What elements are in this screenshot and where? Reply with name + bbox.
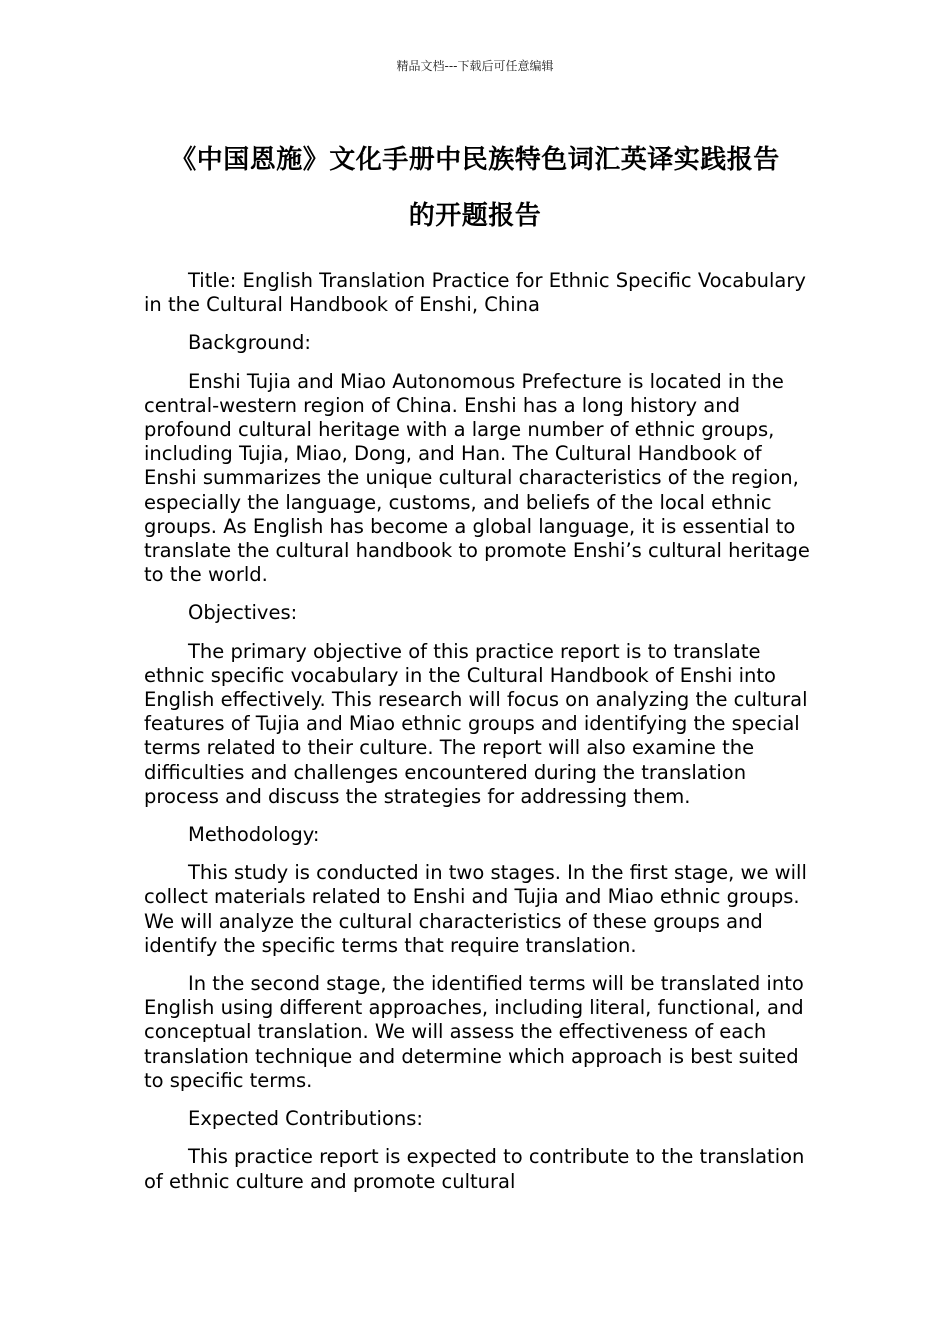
- paragraph-objectives: The primary objective of this practice report is to translate ethnic specific vocabulary in the Cultural Handbook of Enshi into English effectively. This research will focus on analyzing the cultural features of Tujia and Miao ethnic groups and identifying the special terms related to their culture. The report will also examine the difficulties and challenges encountered during the translation process and discuss the strategies for addressing them.: [144, 639, 808, 808]
- paragraph-title: Title: English Translation Practice for Ethnic Specific Vocabulary in the Cultural Handbook of Enshi, China: [144, 269, 806, 317]
- document-body: [144, 269, 812, 1208]
- document-title: [120, 132, 830, 244]
- title-line-1: 《中国恩施》文化手册中民族特色词汇英译实践报告: [170, 145, 780, 175]
- paragraph-methodology-stage-2: In the second stage, the identified terms will be translated into English using different approaches, including literal, functional, and conceptual translation. We will assess the effectiveness of each translation technique and determine which approach is best suited to specific terms.: [144, 972, 804, 1092]
- heading-expected-contributions: Expected Contributions:: [188, 1107, 423, 1131]
- heading-methodology: Methodology:: [188, 823, 320, 847]
- paragraph-background: Enshi Tujia and Miao Autonomous Prefecture is located in the central-western region of China. Enshi has a long history and profound cultural heritage with a large number of ethnic groups, including Tujia, Miao, Dong, and Han. The Cultural Handbook of Enshi summarizes the unique cultural characteristics of the region, especially the language, customs, and beliefs of the local ethnic groups. As English has become a global language, it is essential to translate the cultural handbook to promote Enshi’s cultural heritage to the world.: [144, 369, 810, 587]
- paragraph-expected-contributions: This practice report is expected to contribute to the translation of ethnic culture and promote cultural: [144, 1145, 805, 1193]
- heading-objectives: Objectives:: [188, 601, 298, 625]
- heading-background: Background:: [188, 331, 311, 355]
- title-line-2: 的开题报告: [408, 201, 542, 231]
- paragraph-methodology-stage-1: This study is conducted in two stages. In the first stage, we will collect materials related to Enshi and Tujia and Miao ethnic groups. We will analyze the cultural characteristics of these groups and identify the specific terms that require translation.: [144, 861, 807, 957]
- header-note: 精品文档---下载后可任意编辑: [396, 59, 554, 73]
